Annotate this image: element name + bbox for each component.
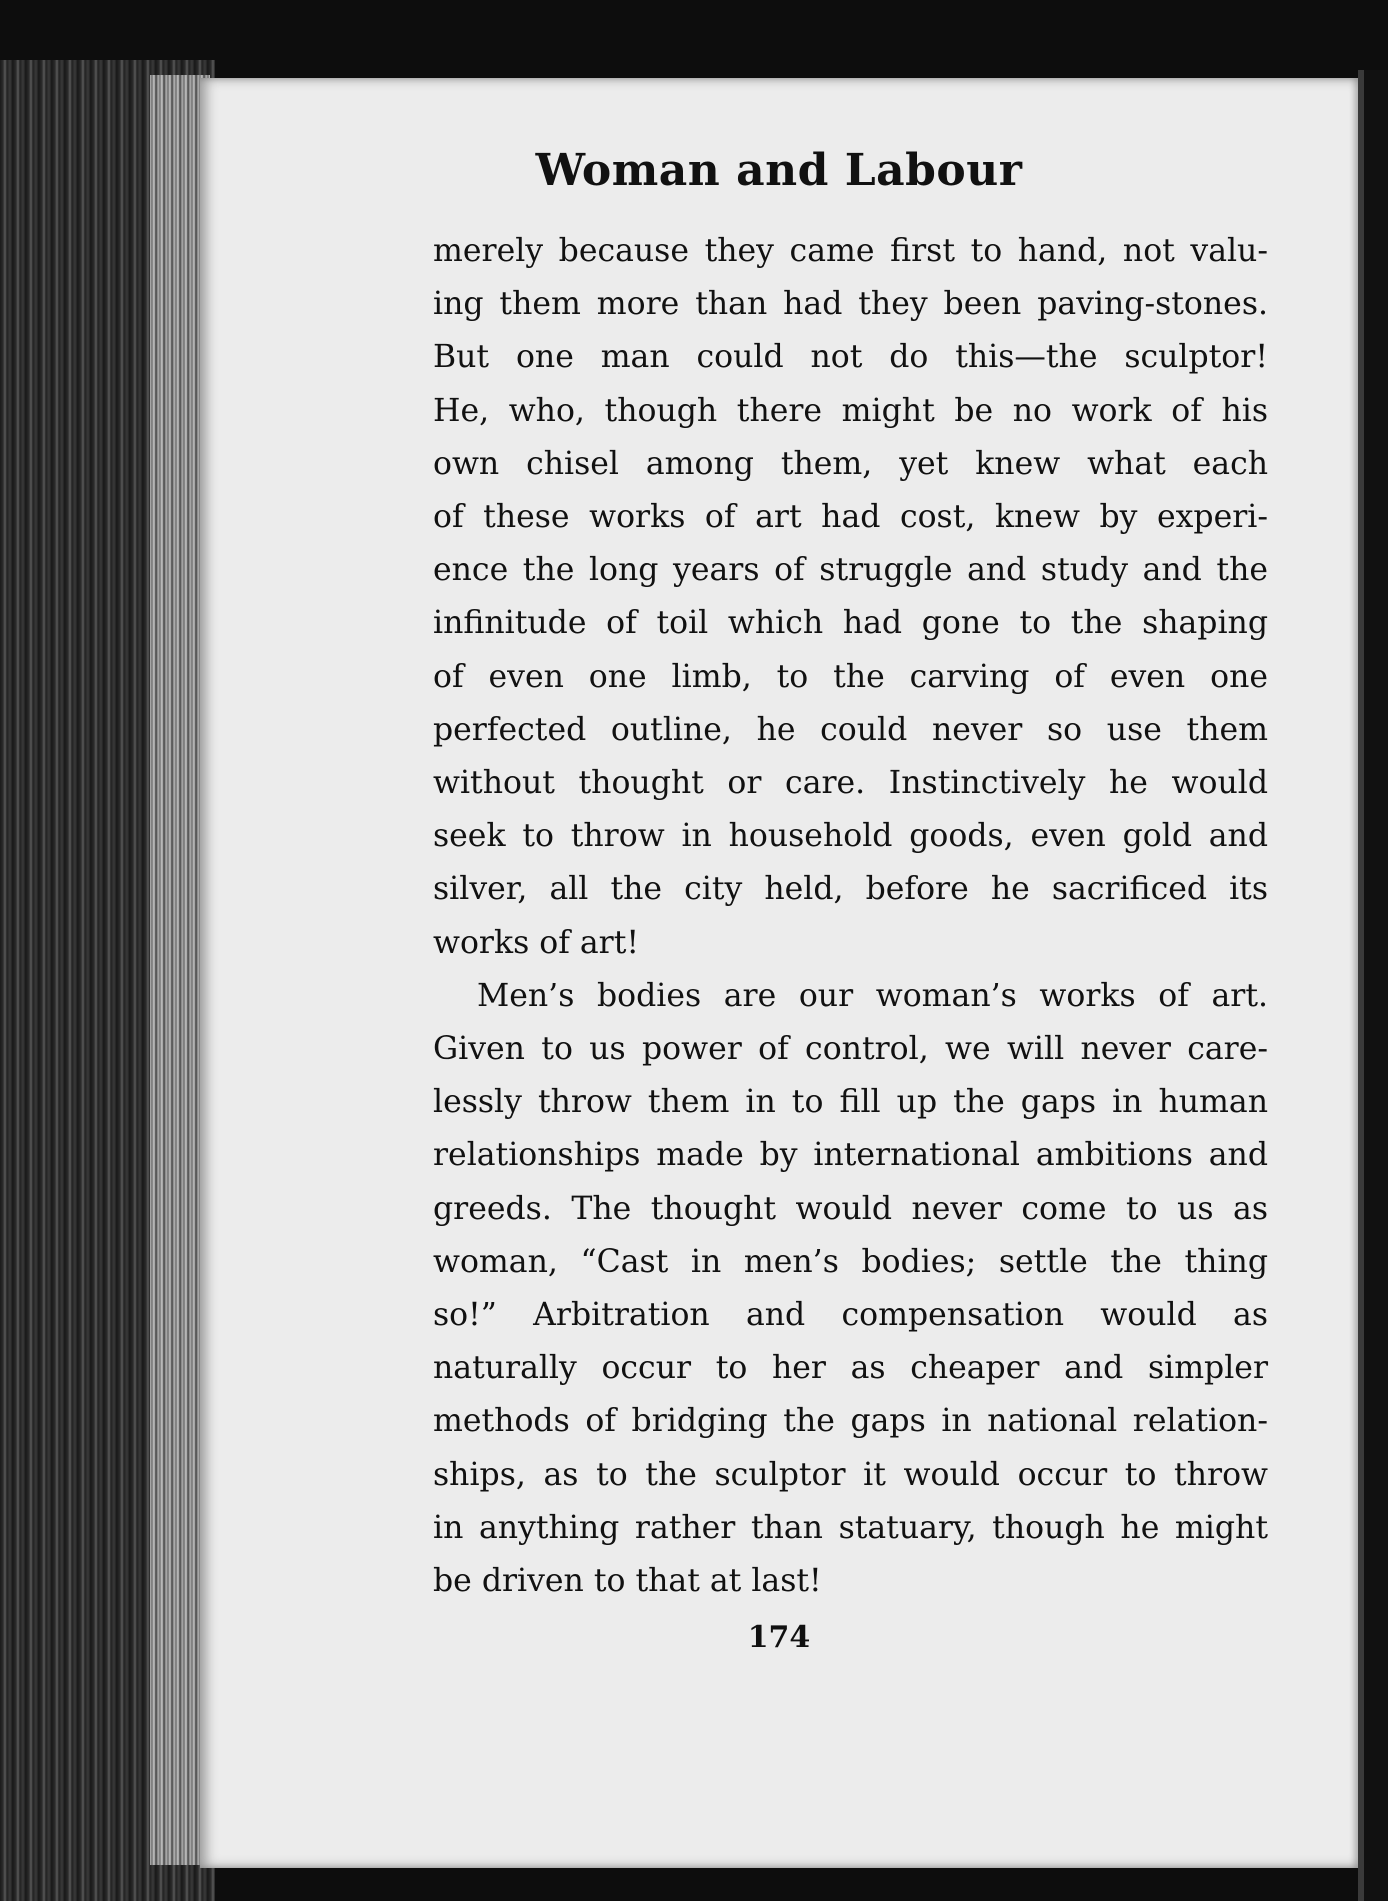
right-page-edge xyxy=(1358,70,1388,1901)
text-line: of these works of art had cost, knew by experi- xyxy=(433,499,1268,536)
text-line: Men’s bodies are our woman’s works of art. xyxy=(477,977,1268,1014)
text-line: Given to us power of control, we will never care- xyxy=(433,1031,1268,1068)
text-line: works of art! xyxy=(433,924,640,961)
body-text xyxy=(433,225,1268,1608)
text-line: in anything rather than statuary, though he might xyxy=(433,1509,1268,1546)
text-line: perfected outline, he could never so use them xyxy=(433,711,1268,748)
text-line: relationships made by international ambitions and xyxy=(433,1137,1268,1174)
text-line: But one man could not do this—the sculptor! xyxy=(433,339,1268,376)
text-line: lessly throw them in to fill up the gaps in human xyxy=(433,1084,1268,1121)
text-line: merely because they came first to hand, not valu- xyxy=(433,233,1268,269)
text-line: of even one limb, to the carving of even one xyxy=(433,658,1268,695)
text-line: so!” Arbitration and compensation would as xyxy=(433,1297,1268,1334)
text-line: He, who, though there might be no work of his xyxy=(433,392,1268,429)
text-line: ships, as to the sculptor it would occur to throw xyxy=(433,1456,1268,1493)
paragraph-1 xyxy=(433,225,1268,970)
text-line: seek to throw in household goods, even gold and xyxy=(433,818,1268,855)
paragraph-2 xyxy=(433,970,1268,1608)
text-line: woman, “Cast in men’s bodies; settle the thing xyxy=(433,1243,1268,1280)
text-line: ence the long years of struggle and study and the xyxy=(433,552,1268,589)
text-line: be driven to that at last! xyxy=(433,1563,822,1600)
running-head: Woman and Labour xyxy=(535,145,1023,196)
text-line: without thought or care. Instinctively he would xyxy=(433,765,1268,802)
text-line: greeds. The thought would never come to us as xyxy=(433,1190,1268,1227)
text-line: ing them more than had they been paving-stones. xyxy=(433,286,1268,323)
page-number: 174 xyxy=(747,1620,811,1655)
text-line: silver, all the city held, before he sacrificed its xyxy=(433,871,1268,908)
text-line: methods of bridging the gaps in national relation- xyxy=(433,1403,1268,1440)
text-line: infinitude of toil which had gone to the shaping xyxy=(433,605,1268,642)
text-line: own chisel among them, yet knew what each xyxy=(433,445,1268,482)
text-line: naturally occur to her as cheaper and simpler xyxy=(433,1350,1268,1387)
